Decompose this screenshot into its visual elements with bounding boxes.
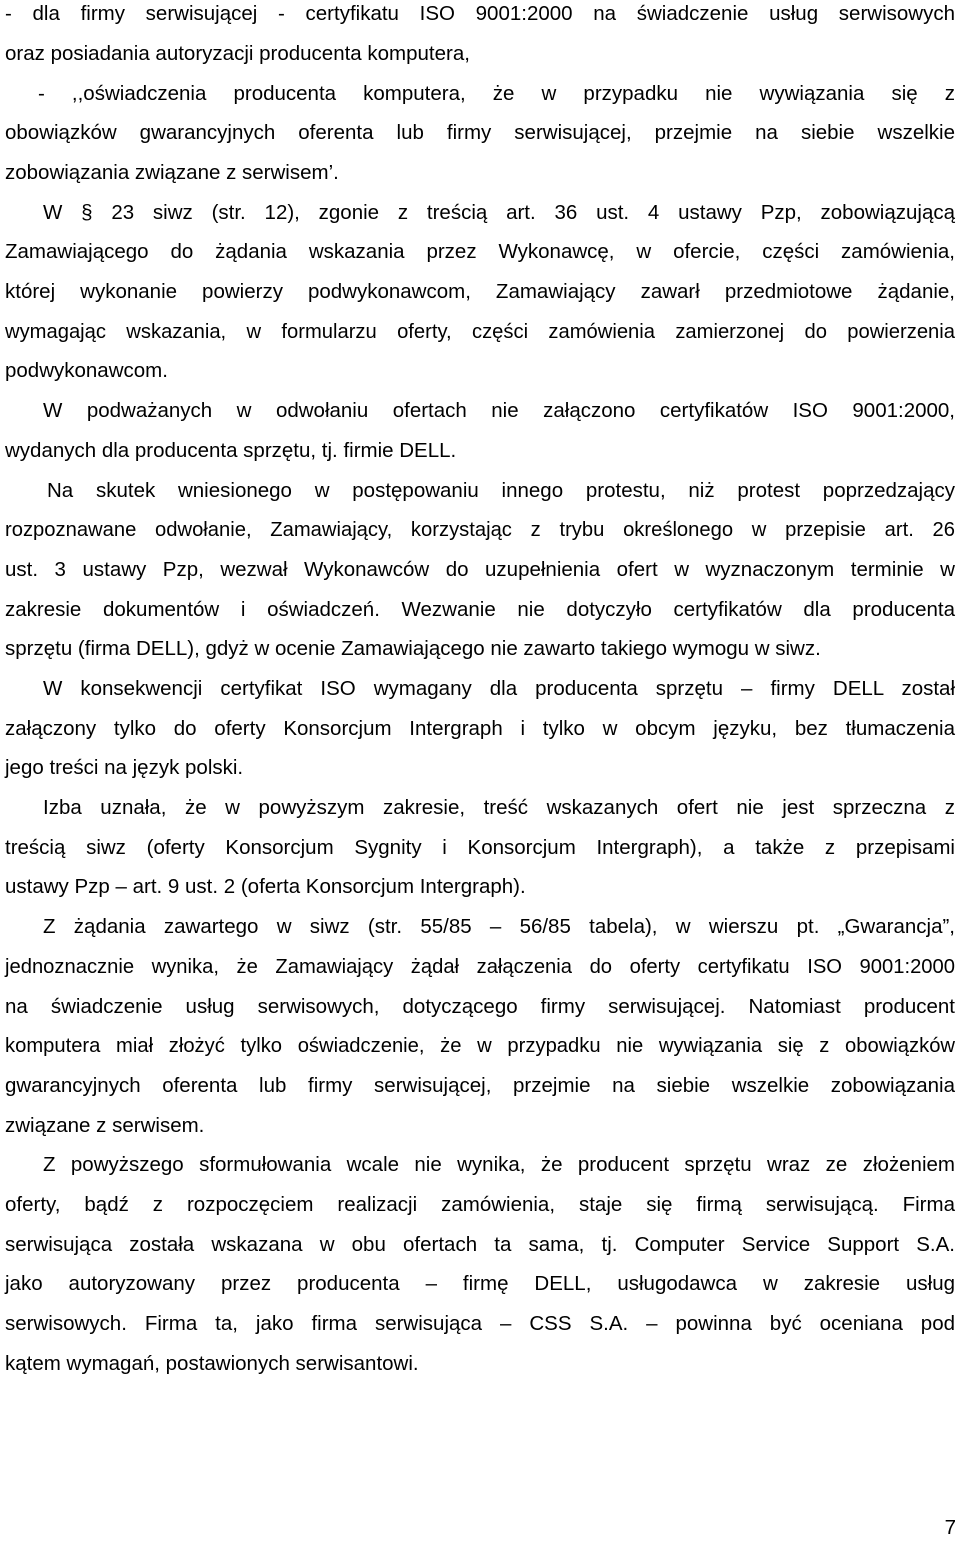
text-line: gwarancyjnych oferenta lub firmy serwisującej, przejmie na siebie wszelkie zobowiązania bbox=[5, 1074, 955, 1097]
text-line: serwisująca została wskazana w obu ofertach ta sama, tj. Computer Service Support S.A. bbox=[5, 1233, 955, 1256]
text-line: zakresie dokumentów i oświadczeń. Wezwanie nie dotyczyło certyfikatów dla producenta bbox=[5, 598, 955, 621]
text-line: sprzętu (firma DELL), gdyż w ocenie Zamawiającego nie zawarto takiego wymogu w siwz. bbox=[5, 637, 821, 660]
text-line: kątem wymagań, postawionych serwisantowi. bbox=[5, 1352, 419, 1375]
text-line: Zamawiającego do żądania wskazania przez Wykonawcę, w ofercie, części zamówienia, bbox=[5, 240, 955, 263]
text-line: Z żądania zawartego w siwz (str. 55/85 – 56/85 tabela), w wierszu pt. „Gwarancja”, bbox=[43, 915, 955, 938]
text-line: wydanych dla producenta sprzętu, tj. firmie DELL. bbox=[5, 439, 457, 462]
text-line: treścią siwz (oferty Konsorcjum Sygnity i Konsorcjum Intergraph), a także z przepisami bbox=[5, 836, 955, 859]
text-line: W podważanych w odwołaniu ofertach nie załączono certyfikatów ISO 9001:2000, bbox=[43, 399, 955, 422]
text-line: ust. 3 ustawy Pzp, wezwał Wykonawców do uzupełnienia ofert w wyznaczonym terminie w bbox=[5, 558, 955, 581]
text-line: której wykonanie powierzy podwykonawcom, Zamawiający zawarł przedmiotowe żądanie, bbox=[5, 280, 955, 303]
page-number: 7 bbox=[944, 1516, 956, 1539]
text-line: wymagając wskazania, w formularzu oferty, części zamówienia zamierzonej do powierzenia bbox=[5, 321, 955, 343]
text-line: serwisowych. Firma ta, jako firma serwisująca – CSS S.A. – powinna być oceniana pod bbox=[5, 1312, 955, 1335]
text-line: jako autoryzowany przez producenta – firmę DELL, usługodawca w zakresie usług bbox=[5, 1272, 955, 1295]
text-line: obowiązków gwarancyjnych oferenta lub firmy serwisującej, przejmie na siebie wszelkie bbox=[5, 121, 955, 144]
text-line: jednoznacznie wynika, że Zamawiający żądał załączenia do oferty certyfikatu ISO 9001:2000 bbox=[5, 956, 955, 978]
text-line: załączony tylko do oferty Konsorcjum Intergraph i tylko w obcym języku, bez tłumaczenia bbox=[5, 717, 955, 740]
text-line: oraz posiadania autoryzacji producenta komputera, bbox=[5, 42, 470, 65]
text-line: W konsekwencji certyfikat ISO wymagany dla producenta sprzętu – firmy DELL został bbox=[43, 677, 955, 700]
text-line: - dla firmy serwisującej - certyfikatu ISO 9001:2000 na świadczenie usług serwisowych bbox=[5, 2, 955, 25]
text-line: oferty, bądź z rozpoczęciem realizacji zamówienia, staje się firmą serwisującą. Firma bbox=[5, 1193, 955, 1216]
text-line: rozpoznawane odwołanie, Zamawiający, korzystając z trybu określonego w przepisie art. 26 bbox=[5, 519, 955, 541]
text-line: zobowiązania związane z serwisem’. bbox=[5, 161, 339, 184]
text-line: na świadczenie usług serwisowych, dotyczącego firmy serwisującej. Natomiast producent bbox=[5, 995, 955, 1018]
text-line: związane z serwisem. bbox=[5, 1114, 205, 1137]
text-line: Izba uznała, że w powyższym zakresie, treść wskazanych ofert nie jest sprzeczna z bbox=[43, 796, 955, 819]
text-line: Z powyższego sformułowania wcale nie wynika, że producent sprzętu wraz ze złożeniem bbox=[43, 1153, 955, 1176]
text-line: ustawy Pzp – art. 9 ust. 2 (oferta Konsorcjum Intergraph). bbox=[5, 875, 526, 898]
text-line: - ,,oświadczenia producenta komputera, że w przypadku nie wywiązania się z bbox=[38, 82, 955, 105]
text-line: komputera miał złożyć tylko oświadczenie, że w przypadku nie wywiązania się z obowiązków bbox=[5, 1035, 955, 1057]
text-line: jego treści na język polski. bbox=[5, 756, 244, 779]
text-line: Na skutek wniesionego w postępowaniu innego protestu, niż protest poprzedzający bbox=[47, 479, 955, 502]
text-line: podwykonawcom. bbox=[5, 359, 168, 382]
text-line: W § 23 siwz (str. 12), zgonie z treścią art. 36 ust. 4 ustawy Pzp, zobowiązującą bbox=[43, 201, 955, 224]
